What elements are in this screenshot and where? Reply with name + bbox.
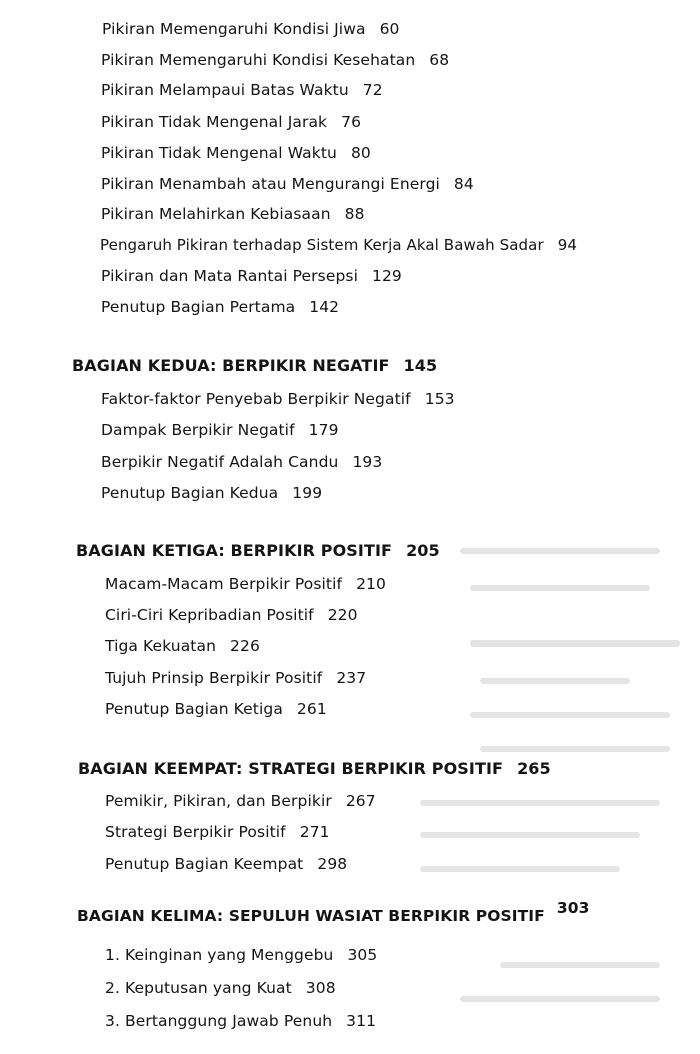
entry-title: Pikiran dan Mata Rantai Persepsi — [101, 267, 358, 285]
entry-title: Tiga Kekuatan — [105, 637, 217, 655]
entry-page: 72 — [362, 81, 383, 99]
toc-entry — [101, 298, 339, 316]
toc-entry — [105, 637, 260, 655]
entry-page: 308 — [305, 979, 336, 997]
entry-title: Penutup Bagian Pertama — [101, 298, 296, 316]
entry-page: 129 — [371, 267, 402, 285]
toc-entry — [105, 823, 330, 841]
section-heading — [76, 541, 440, 560]
entry-title: Faktor-faktor Penyebab Berpikir Negatif — [101, 390, 411, 408]
heading-title: BAGIAN KEDUA: BERPIKIR NEGATIF — [72, 356, 390, 375]
entry-page: 84 — [453, 175, 474, 193]
entry-page: 60 — [379, 20, 400, 38]
toc-entry — [105, 669, 366, 687]
toc-entry — [105, 606, 358, 624]
heading-page: 205 — [406, 541, 440, 560]
entry-page: 179 — [308, 421, 339, 439]
toc-entry — [105, 1012, 376, 1030]
heading-title: BAGIAN KETIGA: BERPIKIR POSITIF — [76, 541, 393, 560]
entry-title: Pemikir, Pikiran, dan Berpikir — [105, 792, 332, 810]
entry-page: 267 — [345, 792, 376, 810]
heading-page: 265 — [517, 759, 551, 778]
toc-entry — [102, 20, 400, 38]
entry-title: Pikiran Memengaruhi Kondisi Jiwa — [102, 20, 366, 38]
entry-page: 153 — [424, 390, 455, 408]
entry-title: Berpikir Negatif Adalah Candu — [101, 453, 339, 471]
entry-page: 76 — [341, 113, 362, 131]
entry-title: Ciri-Ciri Kepribadian Positif — [105, 606, 314, 624]
toc-entry — [105, 979, 336, 997]
entry-page: 210 — [356, 575, 386, 593]
toc-entry — [101, 267, 402, 285]
entry-page: 220 — [327, 606, 358, 624]
entry-page: 142 — [309, 298, 340, 316]
entry-title: Macam-Macam Berpikir Positif — [105, 575, 343, 593]
toc-entry — [101, 205, 365, 223]
toc-entry — [101, 390, 455, 408]
entry-title: 3. Bertanggung Jawab Penuh — [105, 1012, 333, 1030]
heading-title: BAGIAN KELIMA: SEPULUH WASIAT BERPIKIR POSITIF — [77, 907, 545, 925]
entry-title: Dampak Berpikir Negatif — [101, 421, 295, 439]
toc-entry — [101, 453, 382, 471]
entry-title: Pikiran Memengaruhi Kondisi Kesehatan — [101, 51, 416, 69]
entry-title: Pikiran Menambah atau Mengurangi Energi — [101, 175, 440, 193]
toc-entry — [101, 113, 361, 131]
entry-page: 271 — [299, 823, 330, 841]
entry-page: 305 — [347, 946, 378, 964]
entry-page: 237 — [336, 669, 367, 687]
entry-title: Strategi Berpikir Positif — [105, 823, 286, 841]
entry-page: 68 — [429, 51, 450, 69]
entry-page: 80 — [350, 144, 371, 162]
toc-entry — [101, 175, 474, 193]
toc-entry — [105, 946, 377, 964]
entry-page: 199 — [292, 484, 323, 502]
entry-title: Pikiran Tidak Mengenal Waktu — [101, 144, 337, 162]
entry-title: Penutup Bagian Keempat — [105, 855, 304, 873]
toc-entry — [101, 51, 449, 69]
entry-page: 226 — [230, 637, 260, 655]
toc-entry — [100, 236, 577, 254]
toc-entry — [105, 792, 376, 810]
entry-page: 193 — [352, 453, 383, 471]
entry-page: 261 — [296, 700, 327, 718]
section-heading — [77, 899, 590, 925]
heading-page: 145 — [403, 356, 438, 375]
entry-page: 88 — [344, 205, 365, 223]
entry-page: 311 — [346, 1012, 377, 1030]
heading-page: 303 — [556, 899, 590, 917]
entry-title: 1. Keinginan yang Menggebu — [105, 946, 334, 964]
entry-page: 298 — [317, 855, 348, 873]
heading-title: BAGIAN KEEMPAT: STRATEGI BERPIKIR POSITIF — [78, 759, 504, 778]
entry-title: Tujuh Prinsip Berpikir Positif — [105, 669, 323, 687]
toc-entry — [105, 575, 386, 593]
entry-title: 2. Keputusan yang Kuat — [105, 979, 292, 997]
toc-entry — [105, 700, 327, 718]
entry-page: 94 — [557, 236, 578, 254]
toc-entry — [105, 855, 347, 873]
entry-title: Pengaruh Pikiran terhadap Sistem Kerja Akal Bawah Sadar — [100, 236, 544, 254]
toc-entry — [101, 144, 371, 162]
toc-entry — [101, 421, 339, 439]
entry-title: Pikiran Melampaui Batas Waktu — [101, 81, 349, 99]
section-heading — [72, 356, 437, 375]
toc-entry — [101, 81, 383, 99]
entry-title: Pikiran Melahirkan Kebiasaan — [101, 205, 331, 223]
entry-title: Penutup Bagian Kedua — [101, 484, 279, 502]
toc-entry — [101, 484, 322, 502]
entry-title: Penutup Bagian Ketiga — [105, 700, 283, 718]
section-heading — [78, 759, 551, 778]
entry-title: Pikiran Tidak Mengenal Jarak — [101, 113, 328, 131]
